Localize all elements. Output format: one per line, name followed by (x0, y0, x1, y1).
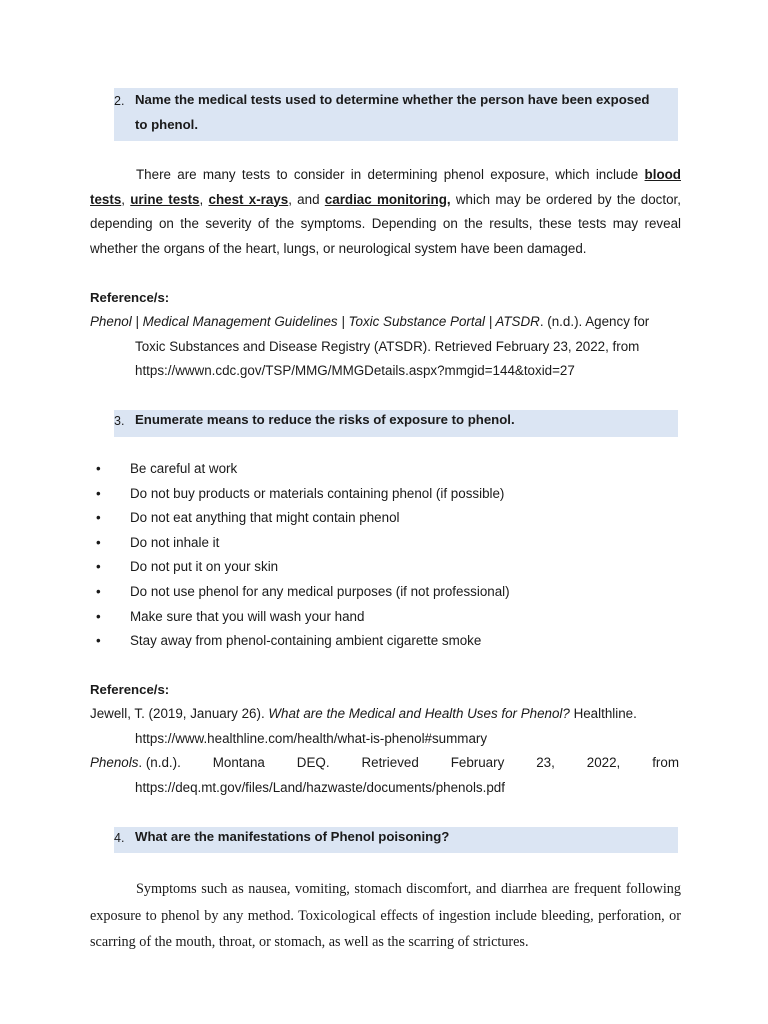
question-text-line-2: to phenol. (135, 117, 198, 132)
question-number: 2. (114, 94, 125, 108)
reference-entry-healthline: Jewell, T. (2019, January 26). What are the Medical and Health Uses for Phenol? Healthline. (90, 706, 637, 721)
bullet-icon: • (96, 633, 101, 649)
question-4-heading (114, 827, 678, 853)
reference-heading: Reference/s: (90, 290, 170, 305)
reference-entry-montana-deq: Phenols. (n.d.). Montana DEQ. Retrieved February 23, 2022, from (90, 755, 679, 770)
question-2-answer: There are many tests to consider in determining phenol exposure, which include blood tests, urine tests, chest x-rays, and cardiac monitoring, which may be ordered by the doctor, depending on the severity of the symptoms. Depending on the results, these tests may reveal whether the organs of the heart, lungs, or neurological system have been damaged. (90, 167, 681, 256)
reference-title: Phenol | Medical Management Guidelines | Toxic Substance Portal | ATSDR (90, 314, 540, 329)
question-number: 3. (114, 414, 125, 428)
reference-url: https://www.healthline.com/health/what-is-phenol#summary (135, 730, 488, 746)
list-item (90, 531, 510, 556)
list-item (90, 555, 510, 580)
chest-xrays-term: chest x-rays (208, 191, 289, 207)
reference-entries (90, 702, 679, 800)
bullet-icon: • (96, 534, 101, 550)
list-item (90, 605, 510, 630)
list-item (90, 629, 510, 654)
bullet-icon: • (96, 485, 101, 501)
list-item-text: Do not put it on your skin (130, 559, 279, 575)
question-text-line-1: Name the medical tests used to determine whether the person have been exposed (135, 92, 650, 107)
urine-tests-term: urine tests (130, 191, 200, 207)
risk-reduction-list (90, 457, 510, 654)
list-item (90, 457, 510, 482)
bullet-icon: • (96, 583, 101, 599)
bullet-icon: • (96, 559, 101, 575)
question-2-heading (114, 88, 678, 141)
list-item-text: Be careful at work (130, 461, 238, 476)
list-item-text: Do not inhale it (130, 534, 220, 550)
bullet-icon: • (96, 461, 101, 476)
question-text: Enumerate means to reduce the risks of exposure to phenol. (135, 412, 515, 427)
list-item (90, 482, 510, 507)
list-item (90, 580, 510, 605)
question-number: 4. (114, 831, 125, 845)
list-item-text: Stay away from phenol-containing ambient cigarette smoke (130, 633, 482, 649)
bullet-icon: • (96, 510, 101, 526)
question-3-heading (114, 410, 678, 437)
list-item (90, 506, 510, 531)
reference-url: https://wwwn.cdc.gov/TSP/MMG/MMGDetails.aspx?mmgid=144&toxid=27 (135, 363, 575, 378)
cardiac-monitoring-term: cardiac monitoring, (324, 191, 451, 207)
list-item-text: Do not eat anything that might contain phenol (130, 510, 400, 526)
question-4-answer: Symptoms such as nausea, vomiting, stomach discomfort, and diarrhea are frequent following exposure to phenol by any method. Toxicological effects of ingestion include bleeding, perforation, or scarring of the mouth, throat, or stomach, as well as the scarring of strictures. (90, 881, 681, 950)
reference-url: https://deq.mt.gov/files/Land/hazwaste/documents/phenols.pdf (135, 779, 505, 795)
list-item-text: Do not use phenol for any medical purposes (if not professional) (130, 583, 510, 599)
list-item-text: Do not buy products or materials containing phenol (if possible) (130, 485, 505, 501)
blood-tests-term: blood tests (90, 167, 681, 207)
list-item-text: Make sure that you will wash your hand (130, 608, 365, 624)
reference-entry-atsdr: Phenol | Medical Management Guidelines | Toxic Substance Portal | ATSDR. (n.d.). Agency for Toxic Substances and Disease Registry (ATSDR). Retrieved February 23, 2022, from https://wwwn.cdc.gov/TSP/MMG/MMGDetails.aspx?mmgid=144&toxid=27 (90, 310, 679, 384)
bullet-icon: • (96, 608, 101, 624)
reference-heading: Reference/s: (90, 682, 170, 697)
question-text: What are the manifestations of Phenol poisoning? (135, 829, 450, 844)
